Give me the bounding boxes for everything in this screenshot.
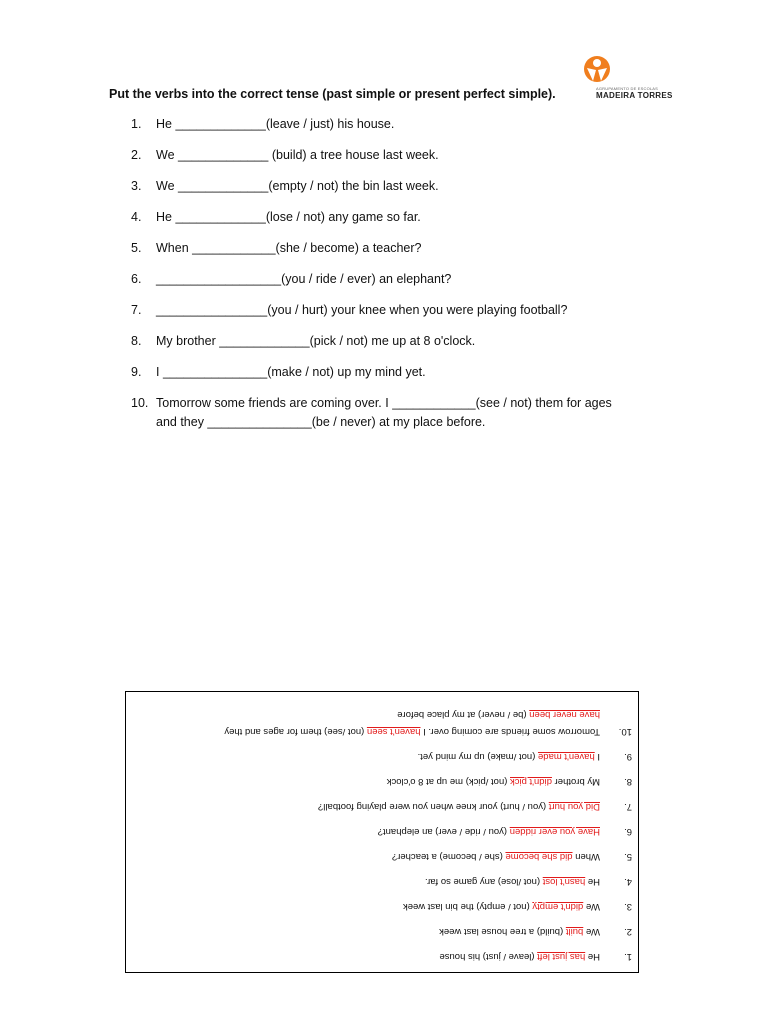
answer-number: 10.: [618, 726, 632, 737]
answer-number: 2.: [624, 926, 632, 937]
answer-pre: I: [594, 751, 600, 762]
item-number: 3.: [131, 179, 142, 193]
answer-line: [317, 801, 632, 812]
answer-line-continuation: [397, 709, 600, 720]
item-text: __________________(you / ride / ever) an elephant?: [156, 272, 452, 286]
answer-fill: haven't made: [537, 751, 595, 762]
item-number: 8.: [131, 334, 142, 348]
answer-number: 9.: [624, 751, 632, 762]
answer-number: 5.: [624, 851, 632, 862]
answer-post: (not /pick) me up at 8 o'clock: [386, 776, 510, 787]
answer-post: (build) a tree house last week: [439, 926, 566, 937]
answer-fill: didn't empty: [532, 901, 584, 912]
answer-fill: have never been: [529, 709, 600, 720]
item-text: ________________(you / hurt) your knee when you were playing football?: [156, 303, 568, 317]
item-text: He _____________(lose / not) any game so far.: [156, 210, 421, 224]
answer-fill: haven't seen: [366, 726, 421, 737]
answer-post: (leave / just) his house: [439, 951, 538, 962]
answer-post: (not /see) them for ages and they: [224, 726, 367, 737]
item-number: 2.: [131, 148, 142, 162]
item-number: 9.: [131, 365, 142, 379]
logo-name: MADEIRA TORRES: [596, 91, 673, 100]
answer-post: (not /make) up my mind yet.: [417, 751, 538, 762]
answer-line: [439, 951, 632, 962]
item-number: 5.: [131, 241, 142, 255]
answer-fill: Have you ever ridden: [509, 826, 600, 837]
answer-post: (not / empty) the bin last week: [402, 901, 533, 912]
answer-fill: Did you hurt: [548, 801, 600, 812]
answer-line: [424, 876, 632, 887]
logo-mark-icon: [582, 54, 612, 84]
answer-line: [417, 751, 632, 762]
item-text: Tomorrow some friends are coming over. I ____________(see / not) them for ages: [156, 396, 612, 410]
item-text: We _____________(empty / not) the bin last week.: [156, 179, 439, 193]
item-number: 4.: [131, 210, 142, 224]
answer-number: 6.: [624, 826, 632, 837]
answer-post: (you / ride / ever) an elephant?: [377, 826, 510, 837]
item-text: When ____________(she / become) a teacher?: [156, 241, 422, 255]
instruction-heading: Put the verbs into the correct tense (past simple or present perfect simple).: [109, 87, 556, 101]
item-text: I _______________(make / not) up my mind yet.: [156, 365, 426, 379]
item-text: We _____________ (build) a tree house last week.: [156, 148, 439, 162]
answer-pre: He: [585, 876, 600, 887]
answer-post: (be / never) at my place before: [397, 709, 530, 720]
answer-line: [391, 851, 632, 862]
answer-pre: My brother: [551, 776, 600, 787]
answer-number: 7.: [624, 801, 632, 812]
answer-fill: did she become: [505, 851, 573, 862]
answer-post: (she / become) a teacher?: [391, 851, 506, 862]
answer-line: [439, 926, 632, 937]
answer-line: [377, 826, 632, 837]
answer-number: 1.: [624, 951, 632, 962]
answer-line: [402, 901, 632, 912]
answer-number: 8.: [624, 776, 632, 787]
answer-number: 4.: [624, 876, 632, 887]
answer-number: 3.: [624, 901, 632, 912]
item-number: 1.: [131, 117, 142, 131]
answer-fill: has just left: [537, 951, 586, 962]
answer-fill: hasn't lost: [542, 876, 586, 887]
item-text: He _____________(leave / just) his house.: [156, 117, 395, 131]
item-number: 7.: [131, 303, 142, 317]
logo-subtitle: AGRUPAMENTO DE ESCOLAS: [596, 86, 659, 91]
answer-post: (not /lose) any game so far.: [424, 876, 543, 887]
answer-pre: Tomorrow some friends are coming over. I: [420, 726, 600, 737]
school-logo: [582, 54, 672, 100]
answer-pre: We: [583, 901, 600, 912]
answer-key-box: [125, 691, 639, 973]
answer-line: [386, 776, 632, 787]
item-text: and they _______________(be / never) at my place before.: [156, 415, 486, 429]
answer-line: [224, 726, 632, 737]
answer-pre: When: [572, 851, 600, 862]
answer-fill: built: [565, 926, 584, 937]
answer-pre: He: [585, 951, 600, 962]
answer-fill: didn't pick: [510, 776, 552, 787]
answer-post: (you / hurt) your knee when you were playing football?: [317, 801, 549, 812]
item-number: 6.: [131, 272, 142, 286]
item-number: 10.: [131, 396, 149, 410]
answer-pre: We: [583, 926, 600, 937]
item-text: My brother _____________(pick / not) me up at 8 o'clock.: [156, 334, 476, 348]
